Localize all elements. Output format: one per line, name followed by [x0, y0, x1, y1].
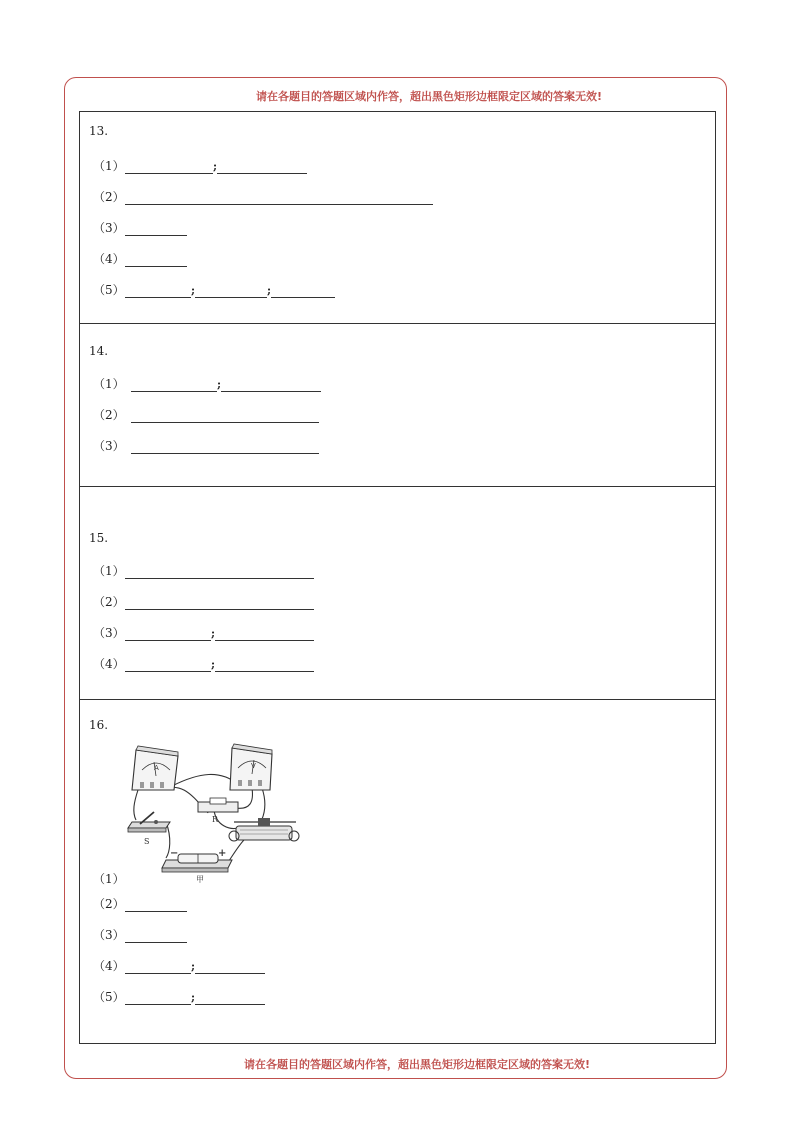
- answer-blank[interactable]: [125, 253, 187, 267]
- answer-blank[interactable]: [125, 191, 433, 205]
- answer-blank[interactable]: [125, 565, 314, 579]
- battery-icon: [162, 848, 232, 884]
- answer-blank[interactable]: [125, 960, 191, 974]
- answer-blank[interactable]: [215, 658, 314, 672]
- answer-blank[interactable]: [195, 284, 267, 298]
- battery-label: 甲: [196, 875, 204, 884]
- answer-blank[interactable]: [195, 991, 265, 1005]
- question-14-number: 14.: [89, 344, 109, 358]
- q13-part-1: （1） ;: [93, 157, 307, 174]
- minus-label: −: [170, 848, 179, 859]
- question-13-number: 13.: [89, 124, 109, 138]
- q15-part-1: （1）: [93, 562, 314, 579]
- question-15-number: 15.: [89, 531, 109, 545]
- answer-blank[interactable]: [131, 409, 319, 423]
- answer-blank[interactable]: [125, 627, 211, 641]
- answer-blank[interactable]: [125, 929, 187, 943]
- q13-part-4: （4）: [93, 250, 187, 267]
- q15-part-3: （3） ;: [93, 624, 314, 641]
- voltmeter-icon: [230, 744, 272, 790]
- q16-part-4: （4） ;: [93, 957, 265, 974]
- resistor-label: R: [212, 815, 219, 824]
- q14-part-2: （2）: [93, 406, 319, 423]
- ammeter-label: A: [154, 764, 159, 772]
- q16-part-5: （5） ;: [93, 988, 265, 1005]
- ammeter-icon: [132, 746, 178, 790]
- answer-blank[interactable]: [131, 440, 319, 454]
- circuit-diagram: [120, 742, 310, 884]
- answer-blank[interactable]: [217, 160, 307, 174]
- answer-blank[interactable]: [125, 222, 187, 236]
- answer-blank[interactable]: [215, 627, 314, 641]
- q14-part-3: （3）: [93, 437, 319, 454]
- answer-blank[interactable]: [125, 160, 213, 174]
- answer-blank[interactable]: [125, 284, 191, 298]
- notice-top: 请在各题目的答题区域内作答，超出黑色矩形边框限定区域的答案无效!: [255, 90, 602, 103]
- answer-blank[interactable]: [125, 596, 314, 610]
- question-14-box: [79, 323, 716, 487]
- answer-blank[interactable]: [195, 960, 265, 974]
- q15-part-4: （4） ;: [93, 655, 314, 672]
- q13-part-3: （3）: [93, 219, 187, 236]
- plus-label: +: [218, 848, 227, 859]
- q13-part-5: （5） ; ;: [93, 281, 335, 298]
- question-16-number: 16.: [89, 718, 109, 732]
- answer-blank[interactable]: [125, 658, 211, 672]
- answer-blank[interactable]: [125, 898, 187, 912]
- switch-icon: [128, 812, 170, 846]
- answer-blank[interactable]: [125, 991, 191, 1005]
- q14-part-1: （1） ;: [93, 375, 321, 392]
- answer-blank[interactable]: [131, 378, 217, 392]
- resistor-icon: [198, 798, 238, 824]
- answer-blank[interactable]: [221, 378, 321, 392]
- q15-part-2: （2）: [93, 593, 314, 610]
- q16-part-2: （2）: [93, 895, 187, 912]
- switch-label: S: [144, 837, 150, 846]
- q16-part-1: （1）: [93, 872, 125, 886]
- notice-bottom: 请在各题目的答题区域内作答，超出黑色矩形边框限定区域的答案无效!: [243, 1058, 590, 1071]
- rheostat-icon: [229, 818, 299, 841]
- voltmeter-label: V: [251, 762, 256, 770]
- q16-part-3: （3）: [93, 926, 187, 943]
- q13-part-2: （2）: [93, 188, 433, 205]
- answer-blank[interactable]: [271, 284, 335, 298]
